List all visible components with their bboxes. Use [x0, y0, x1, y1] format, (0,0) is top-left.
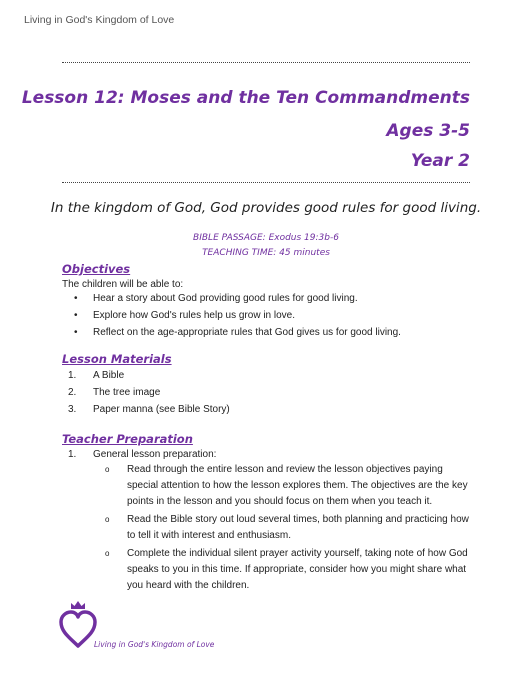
top-divider [62, 62, 470, 63]
running-header: Living in God's Kingdom of Love [24, 14, 175, 26]
crowned-heart-icon [58, 600, 98, 655]
teaching-time: TEACHING TIME: 45 minutes [202, 248, 330, 258]
preparation-heading: Teacher Preparation [62, 432, 193, 446]
objective-text: Reflect on the age-appropriate rules that God gives us for good living. [93, 327, 401, 338]
preparation-step-text: Complete the individual silent prayer activity yourself, taking note of how God speaks to you in this time. If appropriate, consider how you might share what you heard with the children. [127, 548, 468, 591]
list-item [62, 370, 472, 382]
sub-bullet-marker: o [105, 515, 110, 524]
material-text: A Bible [93, 370, 125, 381]
sub-bullet-marker: o [105, 465, 110, 474]
material-text: The tree image [93, 387, 161, 398]
preparation-sublist [105, 462, 475, 596]
list-item [62, 404, 472, 416]
bullet-marker: • [74, 327, 78, 338]
lesson-tagline: In the kingdom of God, God provides good rules for good living. [50, 200, 482, 216]
lesson-title: Lesson 12: Moses and the Ten Commandments [21, 88, 470, 108]
number-marker: 1. [68, 449, 77, 460]
list-item [62, 387, 472, 399]
list-item [62, 310, 472, 322]
year-label: Year 2 [410, 151, 470, 171]
bible-passage: BIBLE PASSAGE: Exodus 19:3b-6 [193, 233, 339, 243]
preparation-step-text: Read the Bible story out loud several times, both planning and practicing how to tell it with interest and enthusiasm. [127, 514, 469, 541]
list-item [105, 546, 475, 594]
list-item [62, 327, 472, 339]
bottom-divider [62, 182, 470, 183]
preparation-step-text: Read through the entire lesson and review the lesson objectives paying special attention to how the lesson explores them. The objectives are the key points in the lesson and you should focus on them when you teach it. [127, 464, 468, 507]
number-marker: 1. [68, 370, 77, 381]
bullet-marker: • [74, 293, 78, 304]
materials-heading: Lesson Materials [62, 352, 172, 366]
age-range: Ages 3-5 [386, 121, 470, 141]
list-item [62, 293, 472, 305]
objectives-heading: Objectives [62, 262, 131, 276]
sub-bullet-marker: o [105, 549, 110, 558]
objective-text: Explore how God's rules help us grow in love. [93, 310, 296, 321]
objective-text: Hear a story about God providing good rules for good living. [93, 293, 358, 304]
number-marker: 3. [68, 404, 77, 415]
footer-title: Living in God's Kingdom of Love [94, 640, 215, 649]
list-item [105, 462, 475, 510]
materials-list [62, 370, 472, 421]
list-item [62, 449, 472, 461]
objectives-list [62, 293, 472, 344]
bullet-marker: • [74, 310, 78, 321]
list-item [105, 512, 475, 544]
objectives-intro: The children will be able to: [62, 279, 184, 290]
material-text: Paper manna (see Bible Story) [93, 404, 230, 415]
preparation-text: General lesson preparation: [93, 449, 217, 460]
number-marker: 2. [68, 387, 77, 398]
